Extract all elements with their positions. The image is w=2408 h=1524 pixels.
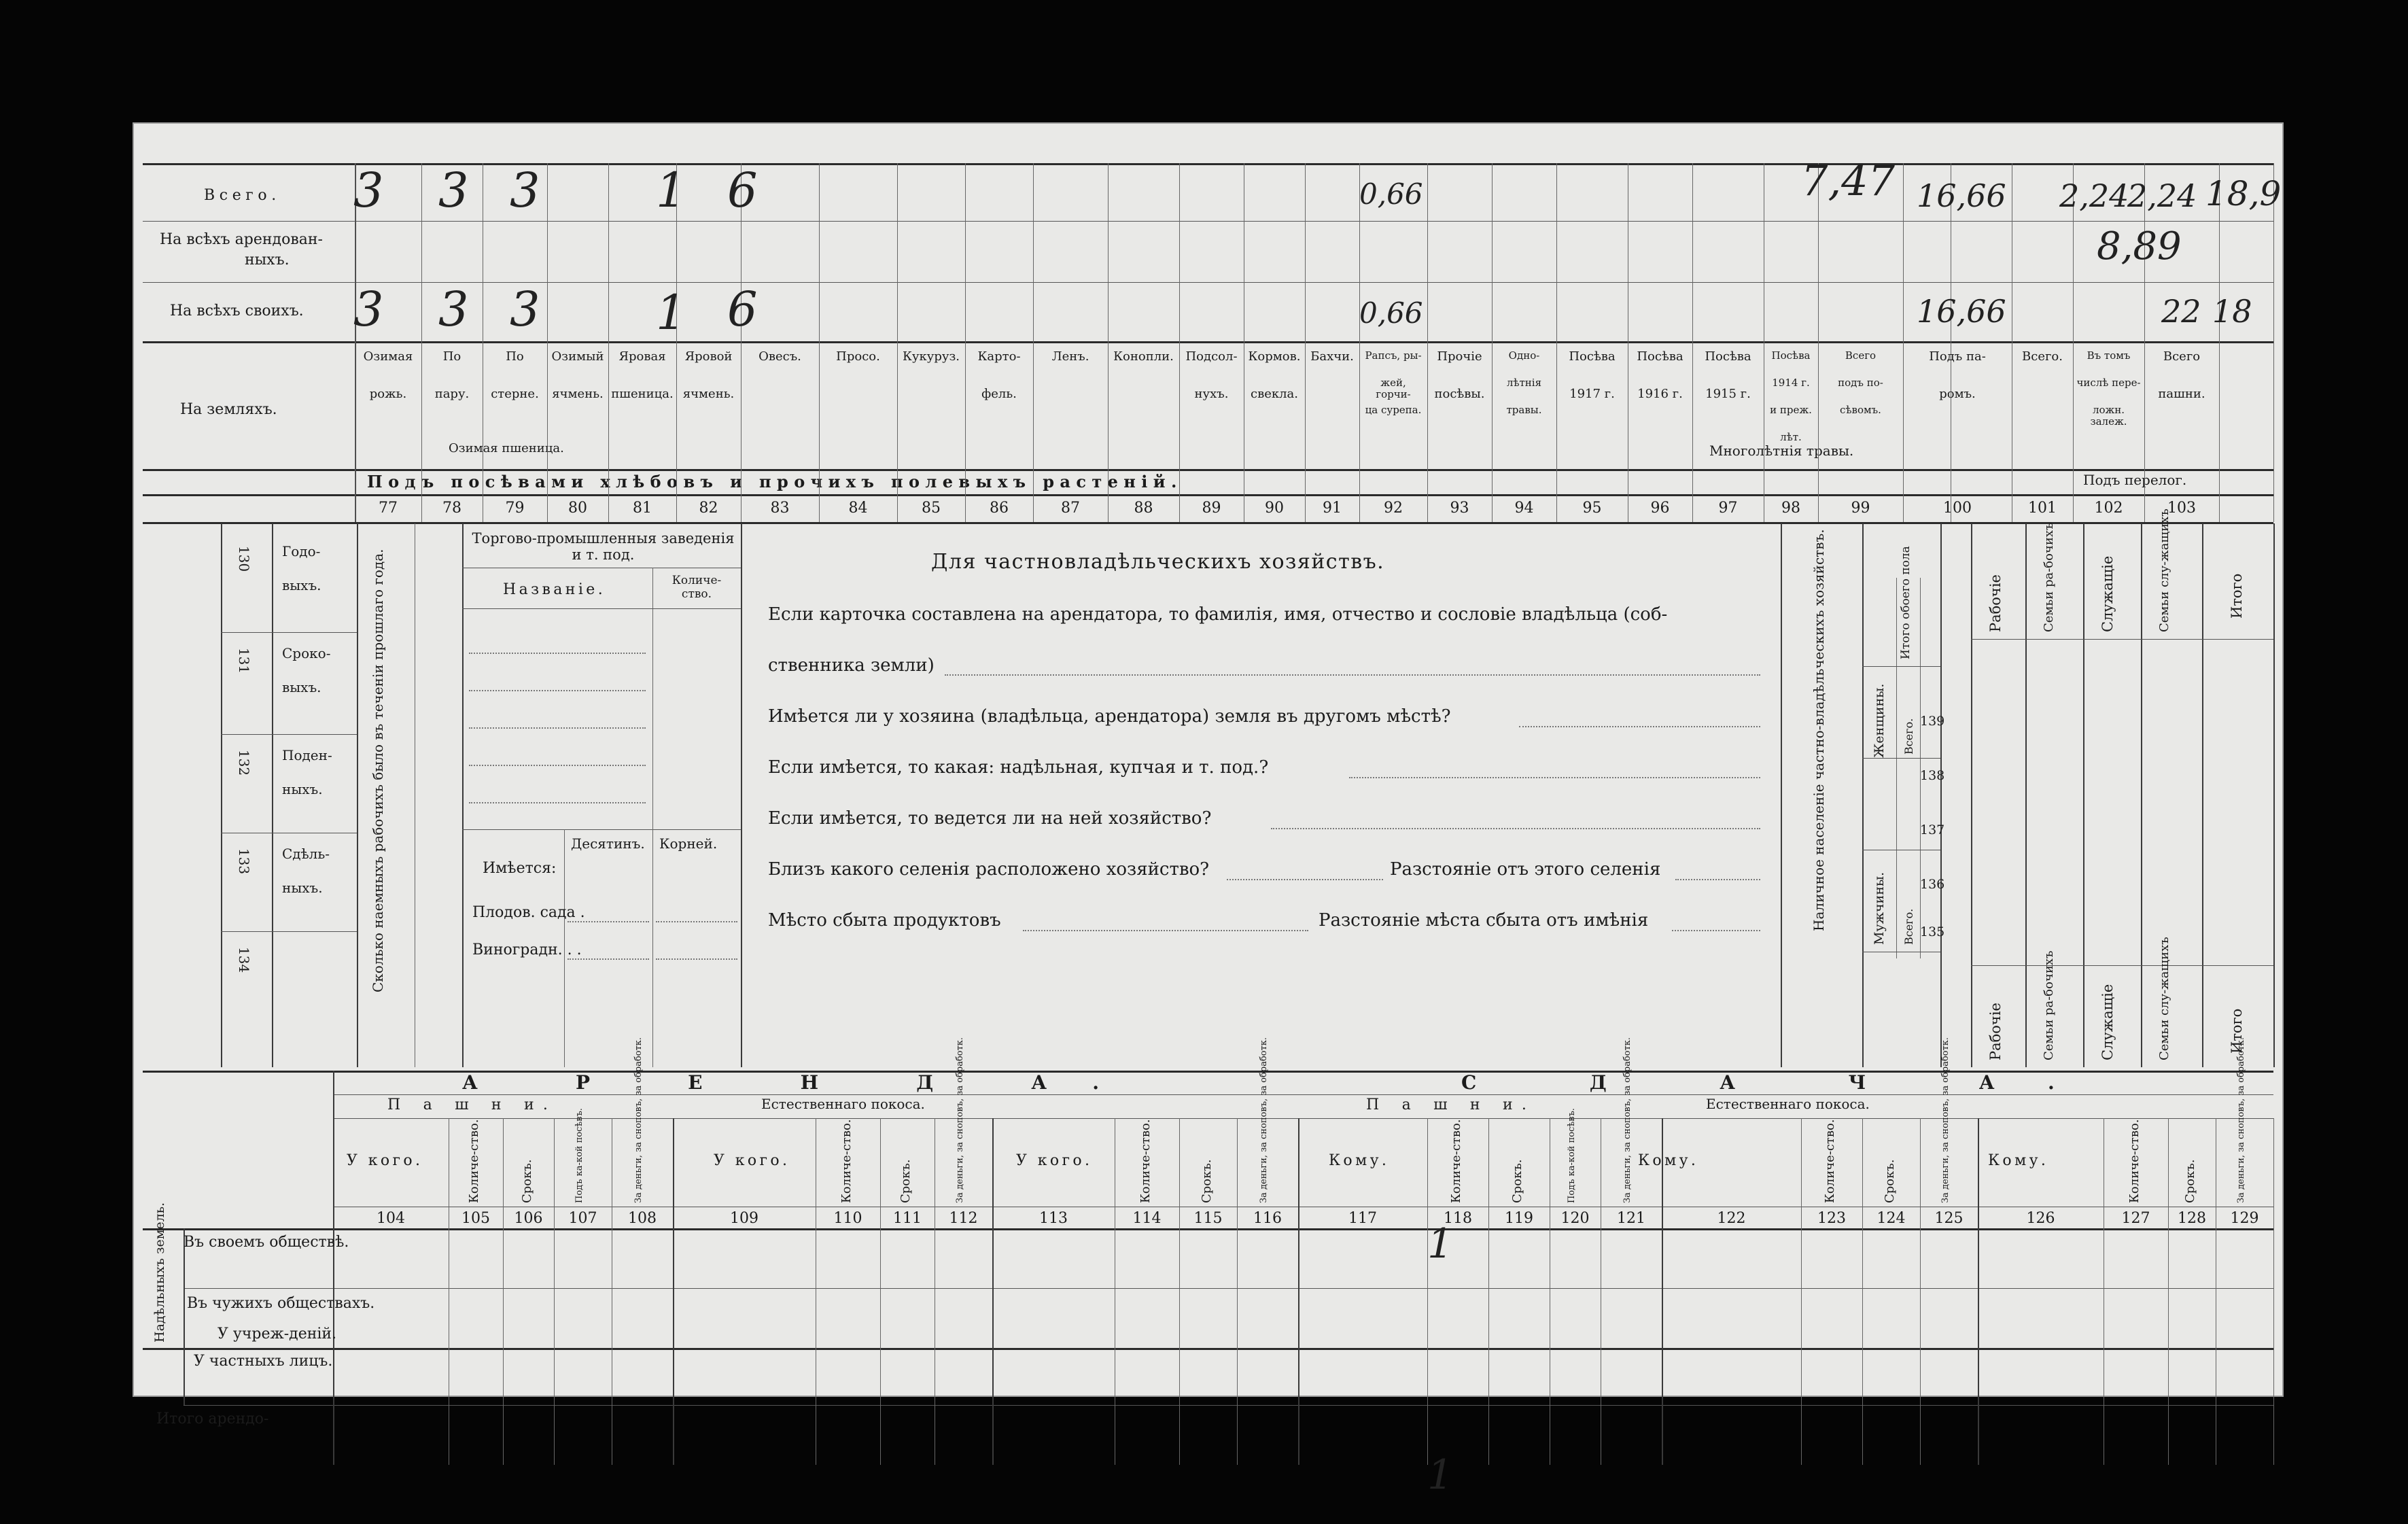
num-131: 131 xyxy=(236,647,253,674)
bottom-col-number-125: 125 xyxy=(1934,1210,1964,1227)
crop-header-77-1: рожь. xyxy=(369,387,407,401)
question-2: Имѣется ли у хозяина (владѣльца, арендатора) земля въ другомъ мѣстѣ? xyxy=(768,706,1451,727)
top-col-number-77: 77 xyxy=(379,500,398,517)
question-6: Мѣсто сбыта продуктовъ xyxy=(768,910,1001,931)
top-col-number-93: 93 xyxy=(1450,500,1469,517)
bottom-header-105: Количе-ство. xyxy=(467,1119,481,1203)
top-col-number-86: 86 xyxy=(990,500,1009,517)
bottom-header-128: Срокъ. xyxy=(2183,1159,2197,1203)
crop-header-88-0: Конопли. xyxy=(1113,349,1174,364)
top-col-number-91: 91 xyxy=(1323,500,1342,517)
podennyh-2: ныхъ. xyxy=(282,781,323,797)
hand-vsego-103: 18,9 xyxy=(2205,174,2282,213)
bottom-col-number-107: 107 xyxy=(568,1210,597,1227)
num-134: 134 xyxy=(236,946,253,973)
bottom-col-number-114: 114 xyxy=(1132,1210,1162,1227)
arenda-banner: А Р Е Н Д А. xyxy=(462,1071,1145,1094)
hand-arend-101: 8,89 xyxy=(2097,224,2182,269)
top-col-number-80: 80 xyxy=(568,500,587,517)
hand-vsego-82: 6 xyxy=(727,162,758,218)
bottom-header-112: За деньги, за сноповъ, за обработк. xyxy=(954,1037,965,1203)
rabochie-top: Рабочіе xyxy=(1987,574,2004,632)
crop-header-96-0: Посѣва xyxy=(1637,349,1683,364)
mnogoletnie-label: Многолѣтнія травы. xyxy=(1709,443,1854,459)
hand-vsego-77: 3 xyxy=(353,162,384,218)
bottom-col-number-123: 123 xyxy=(1817,1210,1846,1227)
semi-rabochih-top: Семьи ра-бочихъ xyxy=(2042,522,2056,632)
crop-header-97-0: Посѣва xyxy=(1705,349,1751,364)
crop-header-80-1: ячмень. xyxy=(552,387,604,401)
crop-header-89-0: Подсол- xyxy=(1185,349,1238,364)
hand-svoih-99: 16,66 xyxy=(1917,293,2006,330)
itogo-oboego: Итого обоего пола xyxy=(1899,546,1913,659)
bottom-col-number-105: 105 xyxy=(461,1210,490,1227)
crop-header-98-0: Посѣва xyxy=(1771,349,1811,362)
top-col-number-100: 100 xyxy=(1943,500,1972,517)
row-chastnyh: У частныхъ лицъ. xyxy=(194,1353,333,1370)
crop-header-99-1: подъ по- xyxy=(1838,377,1883,389)
question-1b: ственника земли) xyxy=(768,655,935,676)
row-uchrezhdeniy: У учреж-деній. xyxy=(217,1326,337,1343)
bottom-col-number-112: 112 xyxy=(949,1210,978,1227)
bottom-col-number-129: 129 xyxy=(2230,1210,2259,1227)
crop-header-80-0: Озимый xyxy=(551,349,604,364)
bottom-header-119: Срокъ. xyxy=(1510,1159,1524,1203)
crop-header-92-2: ца сурепа. xyxy=(1365,404,1422,416)
row-label-vsego: Всего. xyxy=(204,187,281,204)
crop-header-79-1: стерне. xyxy=(491,387,539,401)
ozimaya-label: Озимая пшеница. xyxy=(449,441,564,455)
hand-vsego-78: 3 xyxy=(438,162,469,218)
trade-name-header: Названіе. xyxy=(503,581,606,598)
question-6b: Разстояніе мѣста сбыта отъ имѣнія xyxy=(1319,910,1649,931)
u-kogo-2: У кого. xyxy=(714,1152,790,1169)
hand-vsego-99: 16,66 xyxy=(1917,177,2006,214)
sluzhashie-top: Служащіе xyxy=(2099,555,2116,632)
crop-header-83-0: Овесъ. xyxy=(758,349,801,364)
top-col-number-89: 89 xyxy=(1202,500,1221,517)
bottom-header-106: Срокъ. xyxy=(519,1159,534,1203)
crop-header-77-0: Озимая xyxy=(363,349,413,364)
num-138: 138 xyxy=(1920,768,1945,783)
num-137: 137 xyxy=(1920,822,1945,837)
u-kogo-3: У кого. xyxy=(1016,1152,1093,1169)
bottom-col-number-124: 124 xyxy=(1877,1210,1906,1227)
sdacha-estestv: Естественнаго покоса. xyxy=(1706,1096,1870,1112)
semi-sluzh-top: Семьи слу-жащихъ xyxy=(2157,508,2171,632)
hand-svoih-82: 6 xyxy=(727,281,758,337)
korney-header: Корней. xyxy=(659,835,718,852)
crop-header-98-2: и преж. xyxy=(1770,404,1812,416)
sluzhashie-bottom: Служащіе xyxy=(2099,984,2116,1060)
bottom-col-number-119: 119 xyxy=(1505,1210,1533,1227)
crops-banner: Подъ посѣвами хлѣбовъ и прочихъ полевыхъ растеній. xyxy=(367,472,1183,491)
private-title: Для частновладѣльческихъ хозяйствъ. xyxy=(931,550,1385,574)
crop-header-99-0: Всего xyxy=(1845,349,1877,362)
crop-header-94-2: травы. xyxy=(1506,404,1542,416)
top-col-number-83: 83 xyxy=(770,500,790,517)
question-1: Если карточка составлена на арендатора, то фамилія, имя, отчество и сословіе владѣльца (соб- xyxy=(768,604,1668,625)
bottom-table xyxy=(143,1037,2273,1427)
hand-svoih-77: 3 xyxy=(353,281,384,337)
hand-vsego-101: 2,24 xyxy=(2059,177,2129,214)
bottom-header-114: Количе-ство. xyxy=(1138,1119,1153,1203)
bottom-col-number-128: 128 xyxy=(2178,1210,2206,1227)
crop-header-86-0: Карто- xyxy=(977,349,1021,364)
bottom-header-121: За деньги, за сноповъ, за обработк. xyxy=(1622,1037,1633,1203)
crop-header-79-0: По xyxy=(506,349,524,364)
desyatin-header: Десятинъ. xyxy=(571,835,645,852)
bottom-col-number-109: 109 xyxy=(730,1210,758,1227)
crop-header-78-1: пару. xyxy=(434,387,470,401)
trade-title: Торгово-промышленныя заведенія и т. под. xyxy=(472,530,735,564)
men-vsego: Всего. xyxy=(1902,908,1915,945)
komu-3: Кому. xyxy=(1988,1152,2049,1169)
bottom-header-115: Срокъ. xyxy=(1199,1159,1214,1203)
bottom-header-116: За деньги, за сноповъ, за обработк. xyxy=(1259,1037,1269,1203)
crop-header-102-1: числѣ пере- xyxy=(2076,377,2141,389)
srokovyh-1: Сроко- xyxy=(282,645,331,661)
question-4: Если имѣется, то ведется ли на ней хозяйство? xyxy=(768,808,1212,829)
bottom-col-number-106: 106 xyxy=(514,1210,543,1227)
crop-header-93-0: Прочіе xyxy=(1437,349,1482,364)
vinograd-label: Виноградн. . . xyxy=(472,941,582,958)
crop-header-82-1: ячмень. xyxy=(682,387,735,401)
crop-header-94-1: лѣтнія xyxy=(1506,377,1542,389)
hand-vsego-102: 2,24 xyxy=(2127,177,2197,214)
bottom-col-number-118: 118 xyxy=(1444,1210,1472,1227)
bottom-col-number-120: 120 xyxy=(1560,1210,1590,1227)
crop-header-92-0: Рапсъ, ры- xyxy=(1365,349,1422,362)
bottom-header-107: Подъ ка-кой посѣвъ. xyxy=(574,1108,584,1203)
bottom-col-number-121: 121 xyxy=(1617,1210,1645,1227)
crop-header-93-1: посѣвы. xyxy=(1434,387,1485,401)
bottom-header-125: За деньги, за сноповъ, за обработк. xyxy=(1940,1037,1951,1203)
num-135: 135 xyxy=(1920,924,1945,939)
bottom-header-127: Количе-ство. xyxy=(2127,1119,2142,1203)
question-5b: Разстояніе отъ этого селенія xyxy=(1390,859,1661,880)
bottom-col-number-117: 117 xyxy=(1348,1210,1377,1227)
arenda-estestv: Естественнаго покоса. xyxy=(761,1096,925,1112)
top-col-number-96: 96 xyxy=(1650,500,1670,517)
crop-header-102-0: Въ томъ xyxy=(2087,349,2131,362)
row-chuzhih: Въ чужихъ обществахъ. xyxy=(187,1295,375,1312)
u-kogo-1: У кого. xyxy=(347,1152,423,1169)
bottom-col-number-127: 127 xyxy=(2121,1210,2150,1227)
komu-1: Кому. xyxy=(1329,1152,1390,1169)
women-label: Женщины. xyxy=(1872,683,1887,758)
rabochie-bottom: Рабочіе xyxy=(1987,1003,2004,1060)
crop-header-81-1: пшеница. xyxy=(611,387,674,401)
row-label-zemlyah: На земляхъ. xyxy=(180,401,277,418)
row-label-arend-2: ныхъ. xyxy=(245,252,290,269)
top-col-number-97: 97 xyxy=(1718,500,1738,517)
hand-svoih-78: 3 xyxy=(438,281,469,337)
top-col-number-99: 99 xyxy=(1851,500,1870,517)
census-card xyxy=(133,122,2284,1499)
bottom-header-111: Срокъ. xyxy=(898,1159,913,1203)
crop-header-90-0: Кормов. xyxy=(1248,349,1301,364)
hand-vsego-98: 7,47 xyxy=(1801,156,1896,205)
top-col-number-103: 103 xyxy=(2167,500,2196,517)
top-col-number-81: 81 xyxy=(633,500,652,517)
bottom-col-number-122: 122 xyxy=(1717,1210,1746,1227)
hand-svoih-103: 18 xyxy=(2212,293,2252,330)
bottom-header-124: Срокъ. xyxy=(1882,1159,1897,1203)
crop-header-86-1: фель. xyxy=(981,387,1017,401)
podennyh-1: Поден- xyxy=(282,747,332,763)
bottom-header-118: Количе-ство. xyxy=(1449,1119,1463,1203)
bottom-col-number-116: 116 xyxy=(1253,1210,1282,1227)
imeetsya-label: Имѣется: xyxy=(483,860,557,877)
sdelnyh-2: ныхъ. xyxy=(282,880,323,896)
top-col-number-79: 79 xyxy=(505,500,525,517)
hired-workers-label: Сколько наемныхъ рабочихъ было въ теченіи прошлаго года. xyxy=(370,549,386,992)
crop-header-89-1: нухъ. xyxy=(1194,387,1229,401)
crop-header-92-1: жей, горчи- xyxy=(1376,377,1411,401)
crop-header-100-1: ромъ. xyxy=(1939,387,1976,401)
bottom-col-number-113: 113 xyxy=(1039,1210,1068,1227)
crop-header-101-0: Всего. xyxy=(2022,349,2063,364)
bottom-header-123: Количе-ство. xyxy=(1823,1119,1837,1203)
row-label-arend-1: На всѣхъ арендован- xyxy=(160,231,323,248)
sdacha-pashni: П а ш н и. xyxy=(1366,1096,1536,1113)
population-label: Наличное населеніе частно-владѣльческихъ хозяйствъ. xyxy=(1811,529,1827,931)
row-svoem: Въ своемъ обществѣ. xyxy=(184,1234,349,1251)
hand-svoih-102: 22 xyxy=(2161,293,2201,330)
crop-header-98-3: лѣт. xyxy=(1780,431,1802,443)
top-col-number-85: 85 xyxy=(922,500,941,517)
top-col-number-98: 98 xyxy=(1781,500,1800,517)
pod-perelog-label: Подъ перелог. xyxy=(2083,472,2187,488)
row-label-svoih: На всѣхъ своихъ. xyxy=(170,302,304,319)
crop-header-90-1: свекла. xyxy=(1250,387,1298,401)
num-139: 139 xyxy=(1920,714,1945,729)
num-133: 133 xyxy=(236,848,253,875)
semi-rabochih-bottom: Семьи ра-бочихъ xyxy=(2042,950,2056,1060)
crop-header-96-1: 1916 г. xyxy=(1637,387,1683,401)
top-col-number-101: 101 xyxy=(2028,500,2057,517)
hand-vsego-79: 3 xyxy=(510,162,540,218)
crop-header-102-2: ложн. залеж. xyxy=(2090,404,2127,428)
question-3: Если имѣется, то какая: надѣльная, купчая и т. под.? xyxy=(768,757,1269,778)
crop-header-97-1: 1915 г. xyxy=(1705,387,1751,401)
row-itogo-1: Итого арендо- xyxy=(156,1410,269,1427)
crop-header-98-1: 1914 г. xyxy=(1772,377,1810,389)
hand-vsego-91: 0,66 xyxy=(1359,177,1423,211)
top-col-number-87: 87 xyxy=(1061,500,1080,517)
bottom-col-number-126: 126 xyxy=(2026,1210,2055,1227)
crop-header-91-0: Бахчи. xyxy=(1310,349,1354,364)
sdacha-banner: С Д А Ч А. xyxy=(1461,1071,2108,1094)
crop-header-87-0: Ленъ. xyxy=(1051,349,1089,364)
top-col-number-94: 94 xyxy=(1514,500,1534,517)
trade-qty-header: Количе-ство. xyxy=(671,574,722,601)
crop-header-103-1: пашни. xyxy=(2158,387,2205,401)
godovyh-1: Годо- xyxy=(282,543,321,559)
crop-header-84-0: Просо. xyxy=(836,349,880,364)
arenda-pashni: П а ш н и. xyxy=(387,1096,557,1113)
crop-header-94-0: Одно- xyxy=(1508,349,1540,362)
hand-svoih-81: 1 xyxy=(656,285,686,341)
crop-header-82-0: Яровой xyxy=(684,349,733,364)
top-col-number-78: 78 xyxy=(442,500,461,517)
group-nadelnyh: Надѣльныхъ земель. xyxy=(152,1202,167,1343)
crop-header-81-0: Яровая xyxy=(618,349,666,364)
bottom-header-108: За деньги, за сноповъ, за обработк. xyxy=(633,1037,644,1203)
crop-header-95-0: Посѣва xyxy=(1569,349,1616,364)
top-col-number-102: 102 xyxy=(2094,500,2123,517)
top-col-number-82: 82 xyxy=(699,500,718,517)
itogo-bottom: Итого xyxy=(2229,1008,2245,1054)
plodov-label: Плодов. сада . xyxy=(472,904,585,921)
num-130: 130 xyxy=(236,545,253,572)
hand-svoih-91: 0,66 xyxy=(1359,296,1423,330)
top-col-number-84: 84 xyxy=(848,500,868,517)
bottom-header-120: Подъ ка-кой посѣвъ. xyxy=(1566,1108,1577,1203)
bottom-col-number-110: 110 xyxy=(833,1210,862,1227)
bottom-header-129: За деньги, за сноповъ, за обработк. xyxy=(2235,1037,2246,1203)
num-136: 136 xyxy=(1920,877,1945,892)
crop-header-85-0: Кукуруз. xyxy=(902,349,960,364)
crop-header-99-2: сѣвомъ. xyxy=(1840,404,1881,416)
semi-sluzh-bottom: Семьи слу-жащихъ xyxy=(2157,937,2171,1060)
srokovyh-2: выхъ. xyxy=(282,679,321,695)
top-col-number-92: 92 xyxy=(1384,500,1403,517)
top-col-number-88: 88 xyxy=(1134,500,1153,517)
sdelnyh-1: Сдѣль- xyxy=(282,846,330,862)
men-label: Мужчины. xyxy=(1872,871,1887,945)
women-vsego: Всего. xyxy=(1902,718,1915,755)
hand-svoih-79: 3 xyxy=(510,281,540,337)
bottom-header-110: Количе-ство. xyxy=(839,1119,854,1203)
top-col-number-95: 95 xyxy=(1582,500,1602,517)
godovyh-2: выхъ. xyxy=(282,577,321,593)
top-col-number-90: 90 xyxy=(1265,500,1284,517)
bottom-col-number-115: 115 xyxy=(1193,1210,1223,1227)
bottom-col-number-104: 104 xyxy=(377,1210,405,1227)
hand-118-total: 1 xyxy=(1427,1451,1454,1499)
komu-2: Кому. xyxy=(1638,1152,1699,1169)
num-132: 132 xyxy=(236,749,253,776)
bottom-col-number-111: 111 xyxy=(893,1210,922,1227)
hand-118-1: 1 xyxy=(1427,1220,1454,1268)
crop-header-95-1: 1917 г. xyxy=(1569,387,1615,401)
crop-header-103-0: Всего xyxy=(2163,349,2201,364)
itogo-top: Итого xyxy=(2229,573,2245,619)
question-5: Близъ какого селенія расположено хозяйство? xyxy=(768,859,1210,880)
bottom-col-number-108: 108 xyxy=(628,1210,657,1227)
crop-header-78-0: По xyxy=(442,349,461,364)
crop-header-100-0: Подъ па- xyxy=(1929,349,1986,364)
hand-vsego-81: 1 xyxy=(656,162,686,218)
